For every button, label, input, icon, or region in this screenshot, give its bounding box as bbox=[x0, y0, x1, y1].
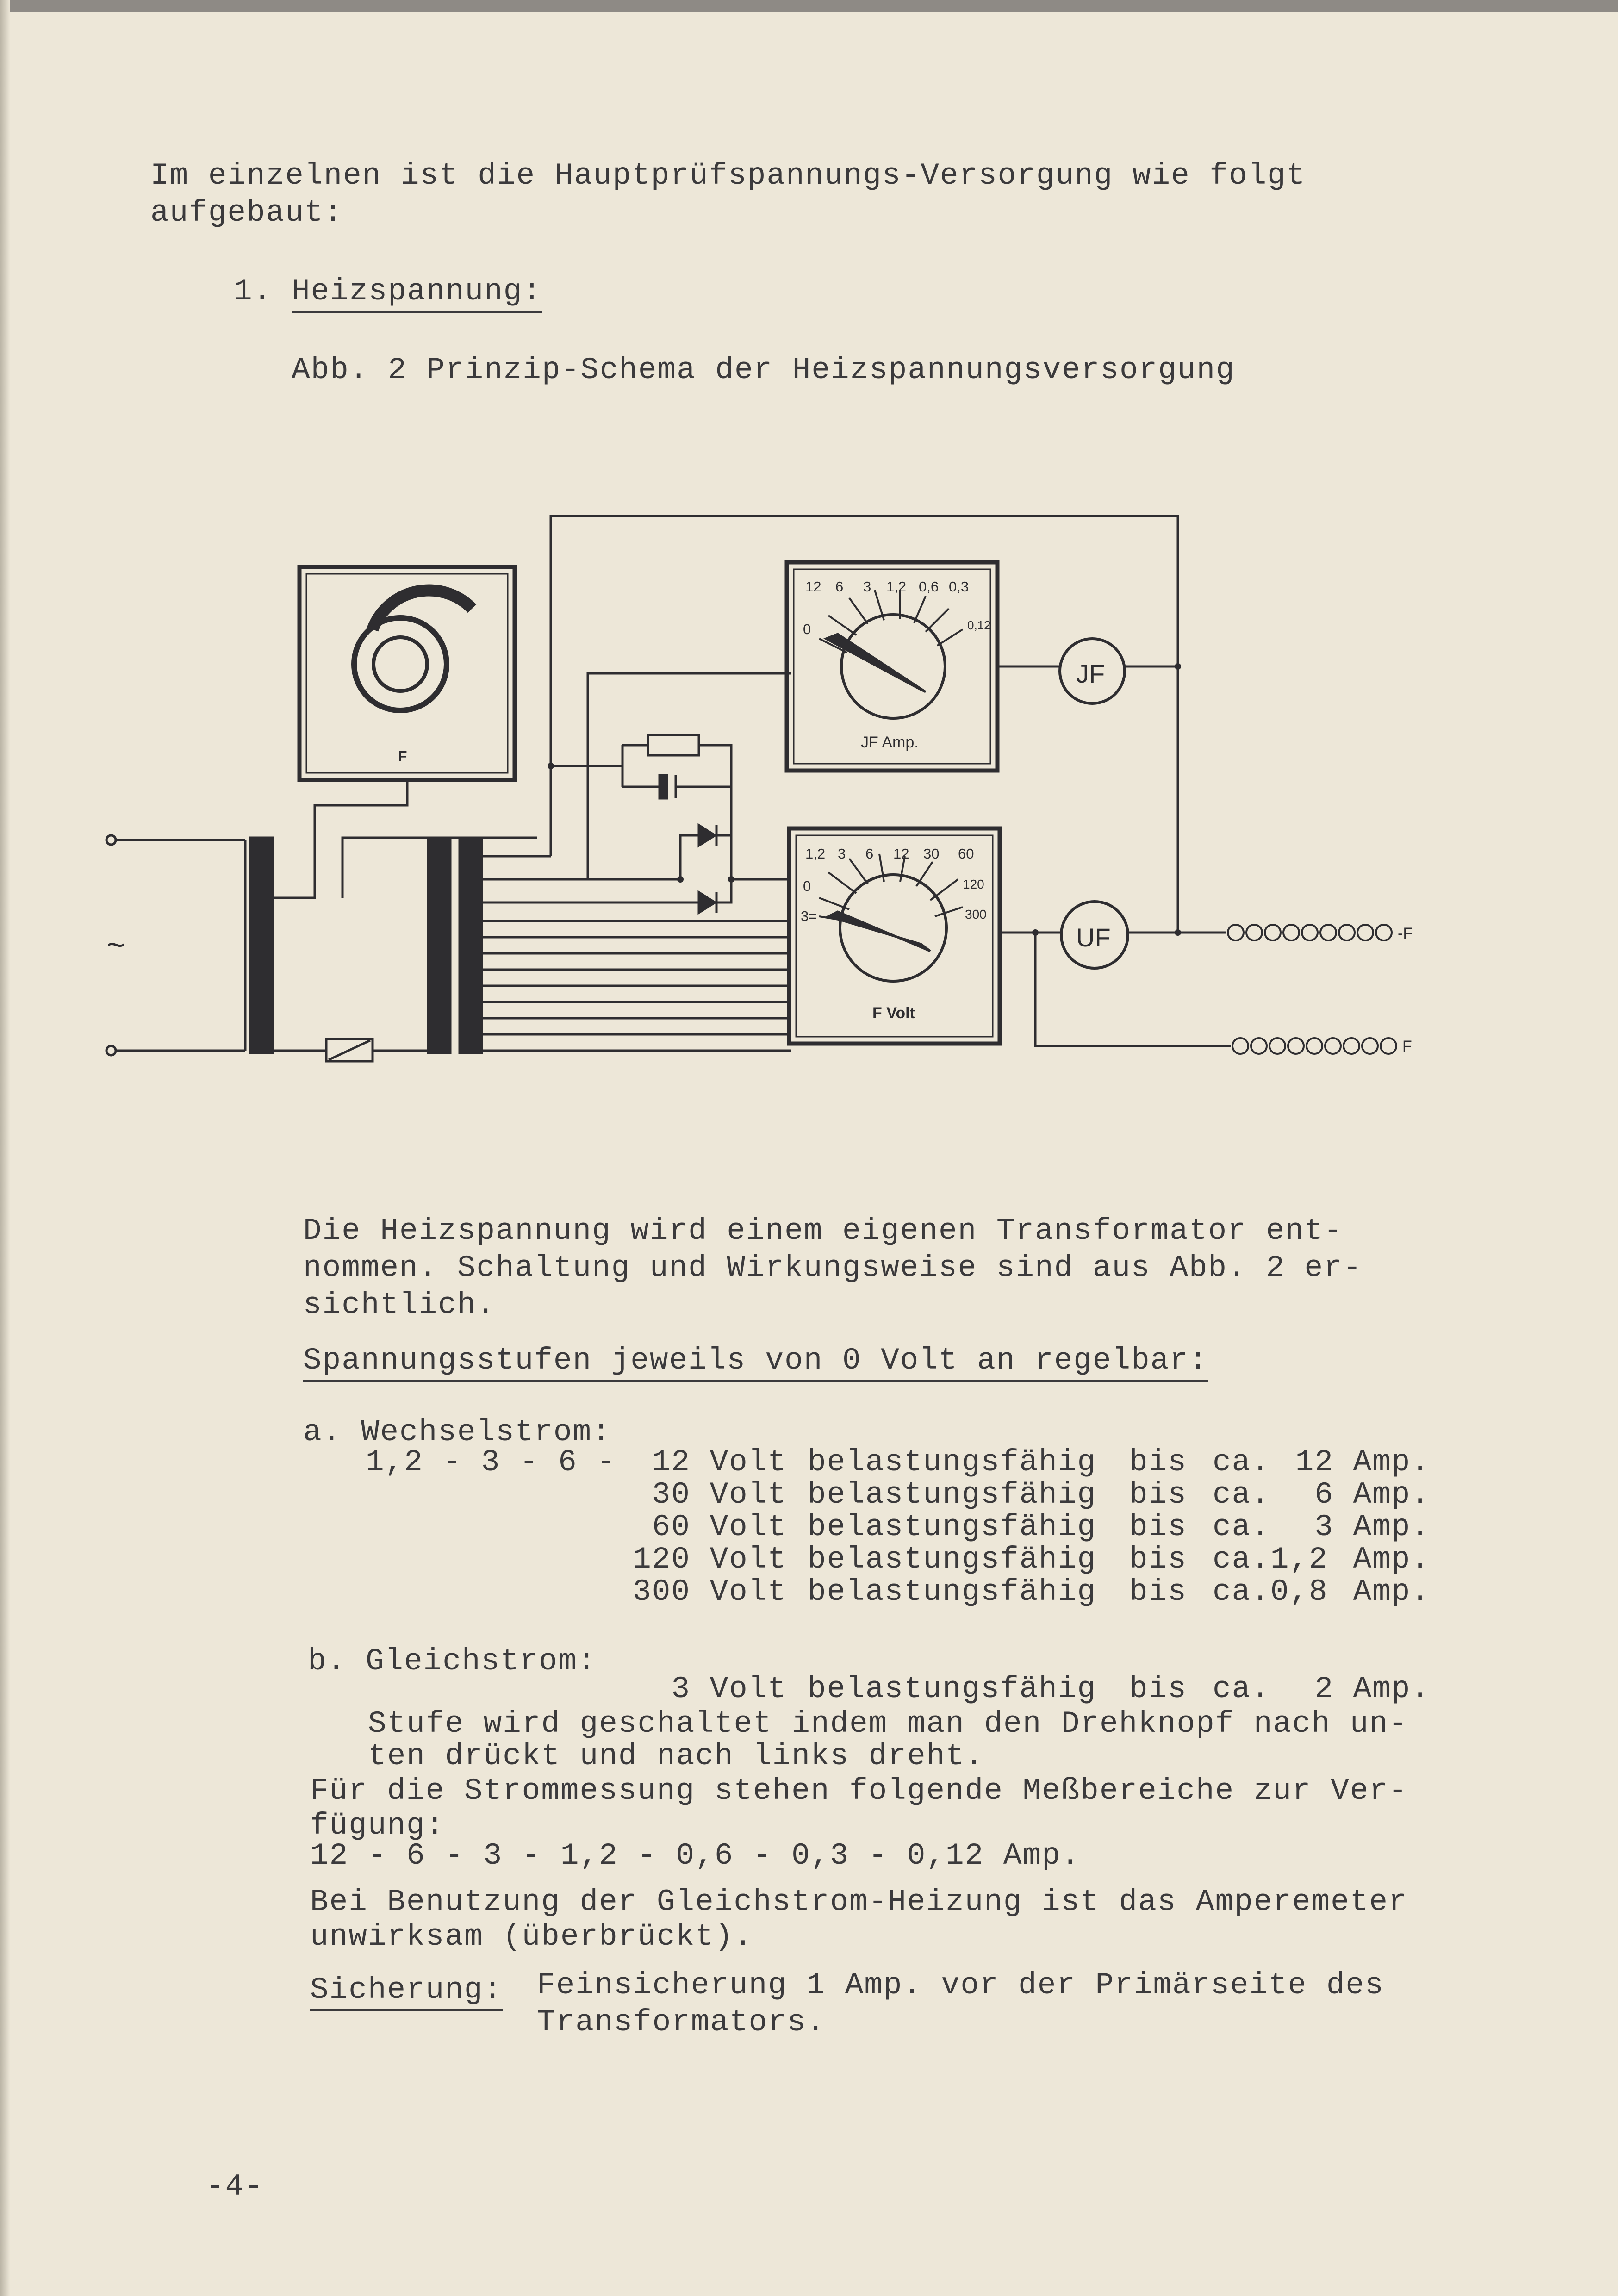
amp-scale-12: 12 bbox=[805, 579, 821, 595]
volt-scale-0: 0 bbox=[803, 878, 811, 894]
ac-row-3-bis: bis bbox=[1129, 1510, 1187, 1544]
ac-row-1-ca: ca. bbox=[1213, 1445, 1270, 1480]
ac-row-3-desc: belastungsfähig bbox=[808, 1510, 1097, 1544]
para1-line-2: nommen. Schaltung und Wirkungsweise sind aus Abb. 2 er- bbox=[303, 1251, 1363, 1285]
output-minus-f-label: -F bbox=[1398, 925, 1413, 942]
heater-circuit-diagram bbox=[97, 514, 1486, 1106]
amp-scale-6: 6 bbox=[835, 579, 844, 595]
ac-row-1-bis: bis bbox=[1129, 1445, 1187, 1480]
ac-row-1-amp: 12 Amp. bbox=[1295, 1445, 1430, 1480]
ac-row-2-volt: 30 Volt bbox=[652, 1477, 787, 1512]
dc-note-b-line-1: Bei Benutzung der Gleichstrom-Heizung ist das Amperemeter bbox=[310, 1885, 1408, 1919]
dc-note-b-line-2: unwirksam (überbrückt). bbox=[310, 1919, 753, 1954]
figure-caption: Abb. 2 Prinzip-Schema der Heizspannungsversorgung bbox=[292, 353, 1235, 387]
ac-row-5-volt: 300 Volt bbox=[633, 1574, 787, 1609]
intro-line-1: Im einzelnen ist die Hauptprüfspannungs-Versorgung wie folgt bbox=[150, 158, 1306, 193]
volt-scale-30: 30 bbox=[923, 846, 940, 862]
measure-line-1: Für die Strommessung stehen folgende Meßbereiche zur Ver- bbox=[310, 1773, 1408, 1808]
knob-label: F bbox=[398, 748, 407, 765]
amp-meter-label: JF Amp. bbox=[861, 734, 919, 751]
ac-row-5-amp: Amp. bbox=[1353, 1574, 1430, 1609]
ac-row-5-ca: ca.0,8 bbox=[1213, 1574, 1328, 1609]
amp-scale-0-12: 0,12 bbox=[967, 618, 991, 632]
dc-row-bis: bis bbox=[1129, 1672, 1187, 1706]
ac-row-4-bis: bis bbox=[1129, 1542, 1187, 1577]
ac-row-4-desc: belastungsfähig bbox=[808, 1542, 1097, 1577]
ac-row-2-amp: 6 Amp. bbox=[1314, 1477, 1430, 1512]
ac-row-4-ca: ca.1,2 bbox=[1213, 1542, 1328, 1577]
jf-meter-symbol: JF bbox=[1076, 659, 1105, 688]
dc-row-ca: ca. bbox=[1213, 1672, 1270, 1706]
ac-row-2-ca: ca. bbox=[1213, 1477, 1270, 1512]
volt-scale-60: 60 bbox=[958, 846, 974, 862]
amp-scale-1-2: 1,2 bbox=[886, 579, 907, 595]
dc-label: b. Gleichstrom: bbox=[308, 1644, 597, 1679]
dc-row-volt: 3 Volt bbox=[671, 1672, 787, 1706]
steps-heading bbox=[303, 1342, 1208, 1379]
volt-scale-120: 120 bbox=[963, 877, 984, 891]
intro-line-2: aufgebaut: bbox=[150, 195, 343, 230]
ac-row-2-bis: bis bbox=[1129, 1477, 1187, 1512]
amp-scale-3: 3 bbox=[863, 579, 871, 595]
para1-line-1: Die Heizspannung wird einem eigenen Transformator ent- bbox=[303, 1213, 1343, 1248]
ac-row-4-volt: 120 Volt bbox=[633, 1542, 787, 1577]
section-title-text: Heizspannung: bbox=[292, 274, 542, 313]
measure-line-3: 12 - 6 - 3 - 1,2 - 0,6 - 0,3 - 0,12 Amp. bbox=[310, 1838, 1081, 1873]
ac-row-5-bis: bis bbox=[1129, 1574, 1187, 1609]
amp-scale-0: 0 bbox=[803, 621, 811, 637]
ac-row-4-amp: Amp. bbox=[1353, 1542, 1430, 1577]
amp-scale-0-6: 0,6 bbox=[919, 579, 939, 595]
section-title bbox=[292, 273, 542, 310]
ac-row-2-desc: belastungsfähig bbox=[808, 1477, 1097, 1512]
fuse-line-2: Transformators. bbox=[537, 2005, 826, 2040]
dc-row-desc: belastungsfähig bbox=[808, 1672, 1097, 1706]
fuse-label bbox=[310, 1972, 503, 2009]
ac-label: a. Wechselstrom: bbox=[303, 1415, 611, 1450]
volt-scale-6: 6 bbox=[865, 846, 874, 862]
output-f-label: F bbox=[1402, 1038, 1412, 1055]
page-number: -4- bbox=[206, 2169, 264, 2204]
ac-row-3-ca: ca. bbox=[1213, 1510, 1270, 1544]
amp-scale-0-3: 0,3 bbox=[949, 579, 969, 595]
volt-scale-12: 12 bbox=[893, 846, 909, 862]
ac-row-1-desc: belastungsfähig bbox=[808, 1445, 1097, 1480]
uf-meter-symbol: UF bbox=[1076, 923, 1111, 952]
steps-heading-text: Spannungsstufen jeweils von 0 Volt an regelbar: bbox=[303, 1343, 1208, 1382]
volt-scale-3: 3 bbox=[838, 846, 846, 862]
volt-scale-3-dc: 3= bbox=[801, 908, 817, 924]
section-number: 1. bbox=[234, 274, 273, 309]
fuse-line-1: Feinsicherung 1 Amp. vor der Primärseite des bbox=[537, 1968, 1384, 2003]
ac-prefix: 1,2 - 3 - 6 - bbox=[366, 1445, 616, 1480]
volt-meter-label: F Volt bbox=[872, 1004, 915, 1022]
mains-symbol: ~ bbox=[106, 927, 125, 963]
ac-row-1-volt: 12 Volt bbox=[652, 1445, 787, 1480]
fuse-label-text: Sicherung: bbox=[310, 1972, 503, 2011]
measure-line-2: fügung: bbox=[310, 1808, 445, 1843]
para1-line-3: sichtlich. bbox=[303, 1288, 496, 1322]
volt-scale-300: 300 bbox=[965, 907, 987, 921]
volt-scale-1-2: 1,2 bbox=[805, 846, 826, 862]
ac-row-3-volt: 60 Volt bbox=[652, 1510, 787, 1544]
ac-row-3-amp: 3 Amp. bbox=[1314, 1510, 1430, 1544]
dc-row-amp: 2 Amp. bbox=[1314, 1672, 1430, 1706]
dc-note-line-2: ten drückt und nach links dreht. bbox=[368, 1739, 984, 1773]
ac-row-5-desc: belastungsfähig bbox=[808, 1574, 1097, 1609]
dc-note-line-1: Stufe wird geschaltet indem man den Drehknopf nach un- bbox=[368, 1706, 1408, 1741]
